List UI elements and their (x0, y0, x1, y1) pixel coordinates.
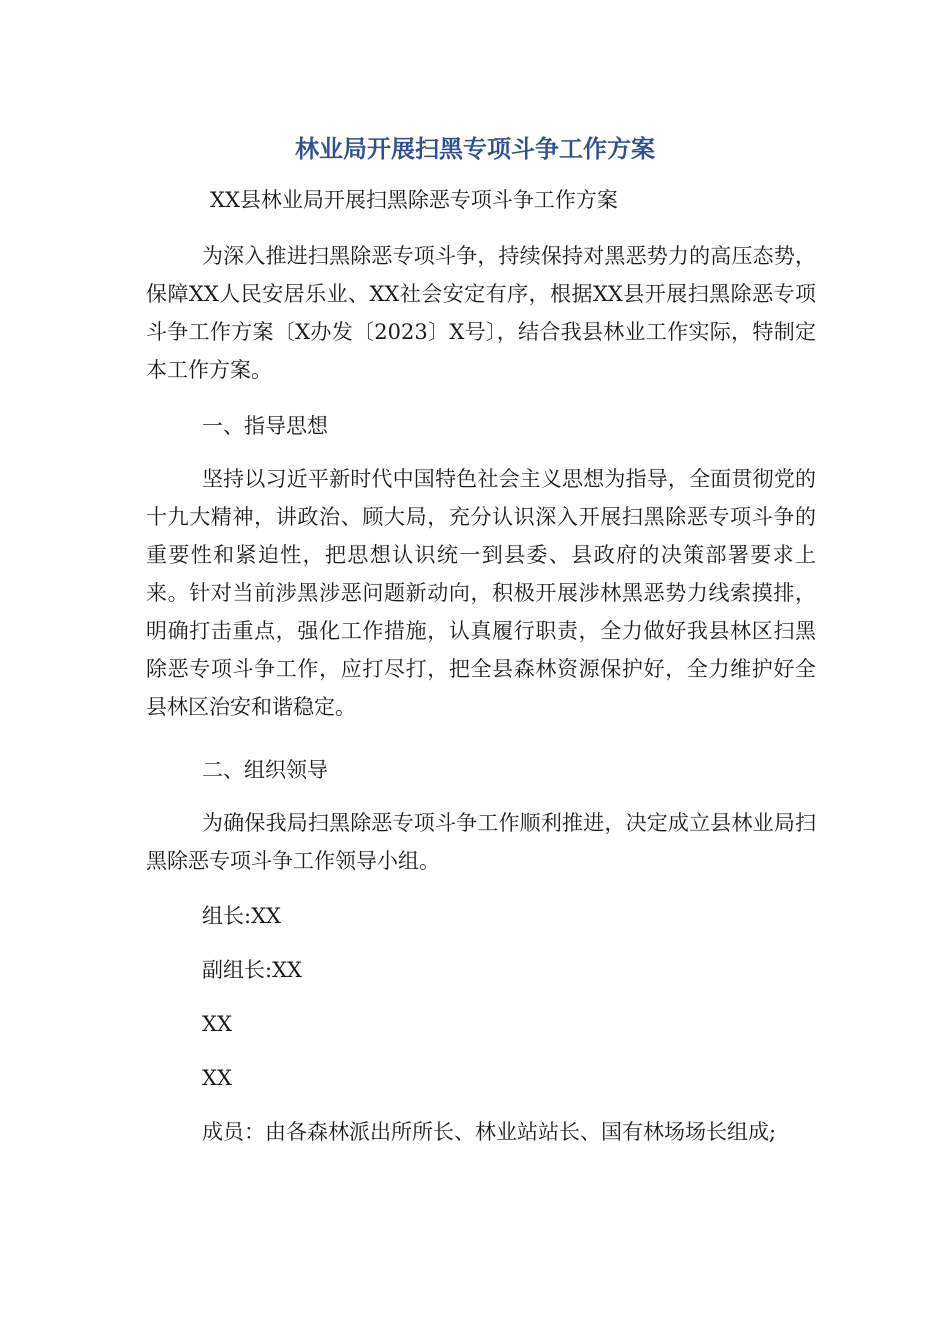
document-subtitle: XX县林业局开展扫黑除恶专项斗争工作方案 (210, 188, 618, 212)
deputy-name-line: XX (202, 1012, 232, 1036)
section-heading-organization: 二、组织领导 (202, 758, 328, 782)
deputy-name-line: XX (202, 1066, 232, 1090)
intro-paragraph: 为深入推进扫黑除恶专项斗争，持续保持对黑恶势力的高压态势，保障XX人民安居乐业、XX社会安定有序，根据XX县开展扫黑除恶专项斗争工作方案〔X办发〔2023〕X号〕，结合我县林业工作实际，特制定本工作方案。 (146, 244, 816, 382)
deputy-leader-line: 副组长:XX (202, 958, 302, 982)
section-heading-guiding-thought: 一、指导思想 (202, 414, 328, 438)
organization-paragraph: 为确保我局扫黑除恶专项斗争工作顺利推进，决定成立县林业局扫黑除恶专项斗争工作领导小组。 (146, 811, 816, 873)
document-title: 林业局开展扫黑专项斗争工作方案 (295, 135, 655, 163)
guiding-thought-paragraph: 坚持以习近平新时代中国特色社会主义思想为指导，全面贯彻党的十九大精神，讲政治、顾大局，充分认识深入开展扫黑除恶专项斗争的重要性和紧迫性，把思想认识统一到县委、县政府的决策部署要求上来。针对当前涉黑涉恶问题新动向，积极开展涉林黑恶势力线索摸排，明确打击重点，强化工作措施，认真履行职责，全力做好我县林区扫黑除恶专项斗争工作，应打尽打，把全县森林资源保护好，全力维护好全县林区治安和谐稳定。 (146, 467, 816, 719)
members-line: 成员：由各森林派出所所长、林业站站长、国有林场场长组成; (202, 1120, 777, 1144)
leader-line: 组长:XX (202, 904, 281, 928)
